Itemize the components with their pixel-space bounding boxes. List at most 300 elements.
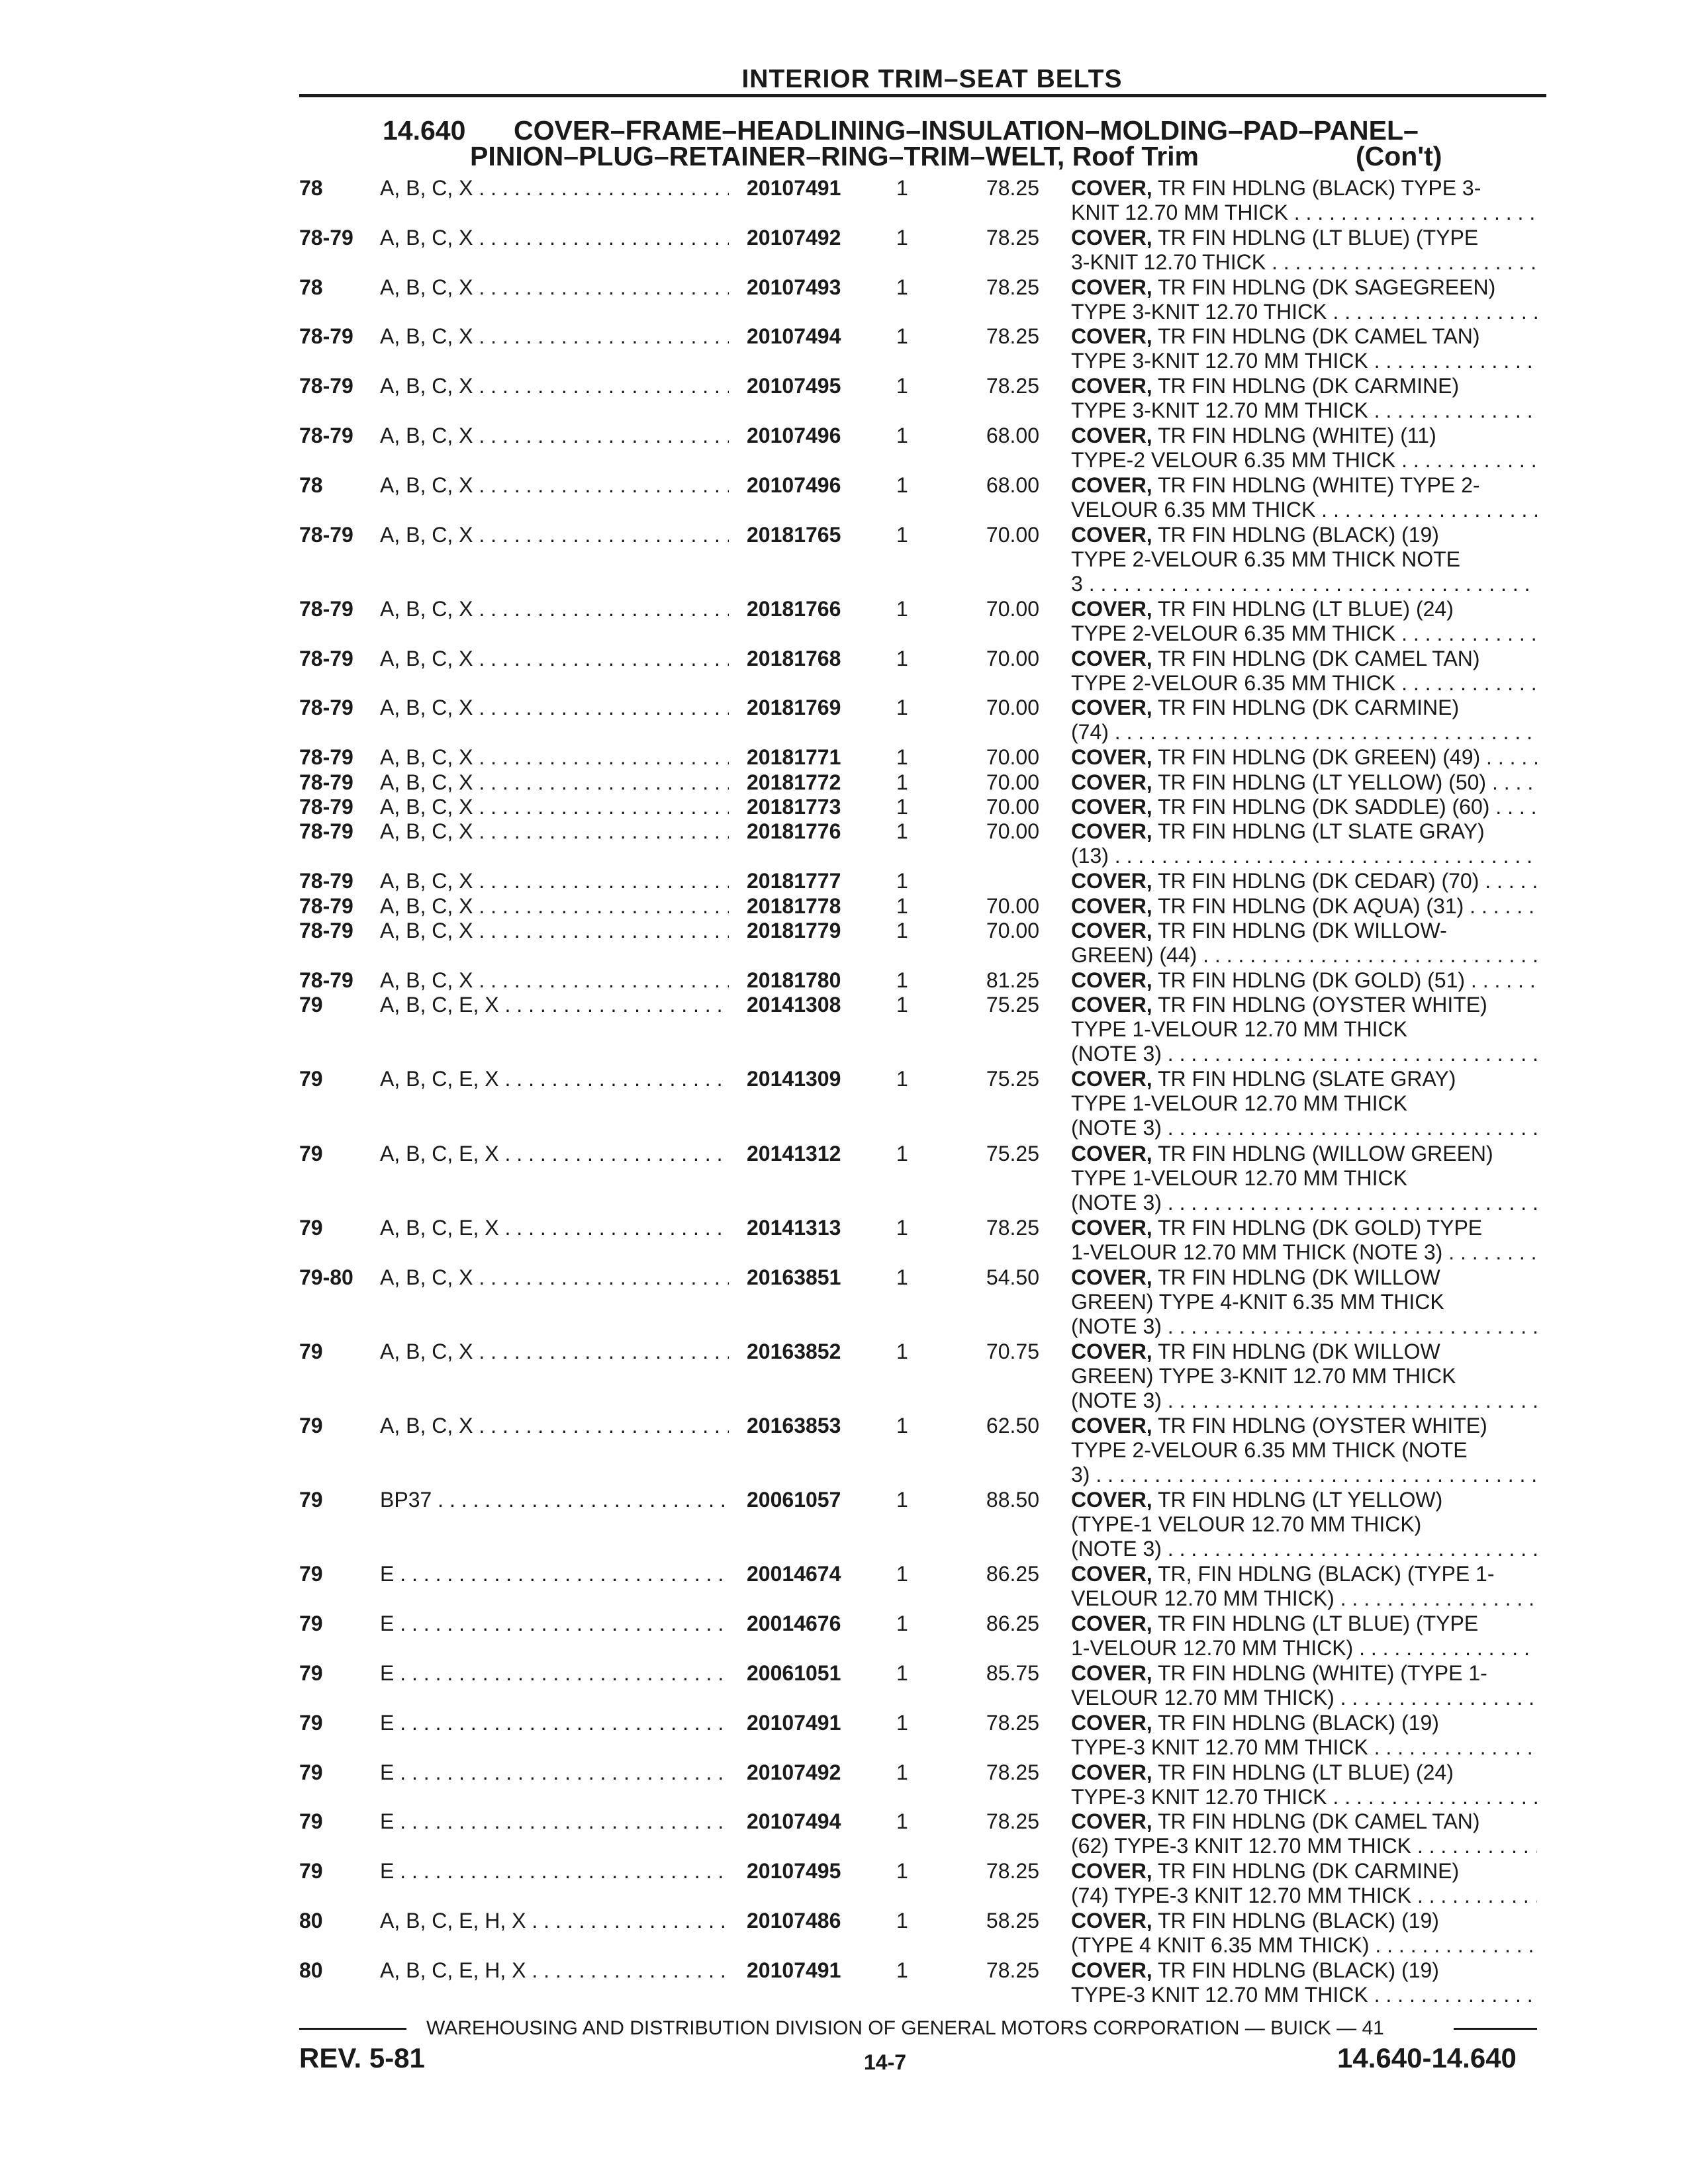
row-description-line: (NOTE 3) . . . <box>1071 1537 1537 1561</box>
row-models: A, B, C, X . . . <box>380 275 729 300</box>
row-price: 58.25 <box>986 1909 1039 1933</box>
row-quantity: 1 <box>896 1562 908 1586</box>
row-models: A, B, C, E, X . . . <box>380 1216 729 1240</box>
row-year: 78-79 <box>299 324 353 348</box>
row-price: 70.00 <box>986 647 1039 670</box>
row-quantity: 1 <box>896 1265 908 1289</box>
row-price: 70.00 <box>986 745 1039 769</box>
row-description-line: COVER, TR FIN HDLNG (LT BLUE) (TYPE <box>1071 1612 1479 1635</box>
row-quantity: 1 <box>896 1661 908 1685</box>
row-part-number: 20107486 <box>743 1909 841 1933</box>
row-price: 78.25 <box>986 226 1039 250</box>
row-year: 78 <box>299 275 323 299</box>
row-description-line: GREEN) (44) . . . <box>1071 943 1537 968</box>
section-title-line1: COVER–FRAME–HEADLINING–INSULATION–MOLDING–PAD–PANEL– <box>514 115 1419 146</box>
row-models: E . . . <box>380 1859 729 1884</box>
row-description <box>1071 1661 1537 1710</box>
row-price: 85.75 <box>986 1661 1039 1685</box>
row-description-line: COVER, TR FIN HDLNG (BLACK) (19) <box>1071 1958 1439 1982</box>
row-quantity: 1 <box>896 745 908 769</box>
row-description <box>1071 696 1537 745</box>
row-description-line: COVER, TR FIN HDLNG (DK CARMINE) <box>1071 1859 1460 1883</box>
row-price: 78.25 <box>986 1859 1039 1883</box>
row-models: A, B, C, X . . . <box>380 523 729 547</box>
row-description-line: (62) TYPE-3 KNIT 12.70 MM THICK . . . <box>1071 1834 1537 1858</box>
row-year: 78-79 <box>299 226 353 250</box>
row-models: A, B, C, X . . . <box>380 176 729 201</box>
row-quantity: 1 <box>896 374 908 398</box>
row-part-number: 20181772 <box>743 770 841 795</box>
row-year: 78-79 <box>299 523 353 547</box>
row-part-number: 20181779 <box>743 919 841 943</box>
row-year: 79-80 <box>299 1265 353 1289</box>
row-description <box>1071 993 1537 1066</box>
row-models: BP37 . . . <box>380 1488 729 1512</box>
row-price: 81.25 <box>986 968 1039 992</box>
row-description-line: COVER, TR FIN HDLNG (DK CAMEL TAN) <box>1071 1809 1480 1833</box>
row-year: 79 <box>299 1809 323 1833</box>
row-quantity: 1 <box>896 226 908 250</box>
row-models: E . . . <box>380 1760 729 1785</box>
row-description-line: COVER, TR FIN HDLNG (DK WILLOW- <box>1071 919 1447 942</box>
row-description-line: COVER, TR FIN HDLNG (DK WILLOW <box>1071 1340 1440 1363</box>
row-description-line: TYPE 2-VELOUR 6.35 MM THICK . . . <box>1071 671 1537 696</box>
row-quantity: 1 <box>896 597 908 621</box>
row-year: 79 <box>299 1067 323 1091</box>
row-description-line: 1-VELOUR 12.70 MM THICK (NOTE 3) . . . <box>1071 1240 1537 1265</box>
row-description <box>1071 869 1537 893</box>
row-description-line: (NOTE 3) . . . <box>1071 1314 1537 1339</box>
row-part-number: 20181778 <box>743 894 841 919</box>
row-description <box>1071 1265 1537 1339</box>
row-part-number: 20107494 <box>743 1809 841 1834</box>
row-price: 88.50 <box>986 1488 1039 1512</box>
row-price: 70.75 <box>986 1340 1039 1363</box>
row-part-number: 20181765 <box>743 523 841 547</box>
row-description-line: GREEN) TYPE 3-KNIT 12.70 MM THICK <box>1071 1364 1456 1388</box>
row-quantity: 1 <box>896 968 908 992</box>
row-description <box>1071 1216 1537 1265</box>
row-description-line: COVER, TR FIN HDLNG (LT YELLOW) <box>1071 1488 1443 1512</box>
row-description-line: (13) . . . <box>1071 844 1537 868</box>
row-year: 79 <box>299 1711 323 1735</box>
row-description-line: COVER, TR FIN HDLNG (BLACK) TYPE 3- <box>1071 176 1481 200</box>
row-quantity: 1 <box>896 1340 908 1363</box>
row-description-line: TYPE-3 KNIT 12.70 THICK . . . <box>1071 1785 1537 1809</box>
row-models: E . . . <box>380 1711 729 1735</box>
row-description-line: (TYPE-1 VELOUR 12.70 MM THICK) <box>1071 1512 1422 1536</box>
row-year: 79 <box>299 1340 323 1363</box>
footer-publisher: WAREHOUSING AND DISTRIBUTION DIVISION OF GENERAL MOTORS CORPORATION — BUICK — 41 <box>426 2017 1384 2039</box>
row-description <box>1071 894 1537 919</box>
row-models: A, B, C, X . . . <box>380 745 729 770</box>
row-models: A, B, C, E, X . . . <box>380 993 729 1017</box>
row-quantity: 1 <box>896 1809 908 1833</box>
row-models: A, B, C, X . . . <box>380 770 729 795</box>
row-models: A, B, C, E, H, X . . . <box>380 1909 729 1933</box>
row-models: A, B, C, X . . . <box>380 919 729 943</box>
row-year: 78-79 <box>299 424 353 447</box>
row-part-number: 20107491 <box>743 1958 841 1983</box>
row-year: 78-79 <box>299 696 353 719</box>
row-year: 78-79 <box>299 968 353 992</box>
row-description-line: COVER, TR FIN HDLNG (BLACK) (19) <box>1071 1711 1439 1735</box>
row-description <box>1071 1760 1537 1809</box>
row-year: 78-79 <box>299 869 353 893</box>
row-description <box>1071 1142 1537 1215</box>
row-year: 79 <box>299 1142 323 1165</box>
row-description-line: VELOUR 12.70 MM THICK) . . . <box>1071 1686 1537 1710</box>
row-quantity: 1 <box>896 1909 908 1933</box>
row-part-number: 20141313 <box>743 1216 841 1240</box>
row-description-line: COVER, TR FIN HDLNG (DK CAMEL TAN) <box>1071 647 1480 670</box>
row-price: 62.50 <box>986 1414 1039 1437</box>
row-description-line: COVER, TR, FIN HDLNG (BLACK) (TYPE 1- <box>1071 1562 1495 1586</box>
row-description <box>1071 176 1537 225</box>
row-part-number: 20181771 <box>743 745 841 770</box>
row-year: 79 <box>299 1562 323 1586</box>
row-description <box>1071 1909 1537 1958</box>
row-description-line: (NOTE 3) . . . <box>1071 1116 1537 1140</box>
row-models: E . . . <box>380 1809 729 1834</box>
row-description-line: TYPE-3 KNIT 12.70 MM THICK . . . <box>1071 1735 1537 1760</box>
row-description-line: COVER, TR FIN HDLNG (DK CARMINE) <box>1071 374 1460 398</box>
row-quantity: 1 <box>896 1958 908 1982</box>
row-price: 78.25 <box>986 1216 1039 1240</box>
row-year: 79 <box>299 1488 323 1512</box>
row-models: A, B, C, X . . . <box>380 1340 729 1364</box>
row-description-line: (NOTE 3) . . . <box>1071 1042 1537 1066</box>
row-models: A, B, C, X . . . <box>380 226 729 250</box>
row-description-line: TYPE 3-KNIT 12.70 THICK . . . <box>1071 300 1537 324</box>
row-description-line: COVER, TR FIN HDLNG (OYSTER WHITE) <box>1071 993 1487 1017</box>
row-description <box>1071 1859 1537 1908</box>
row-models: A, B, C, X . . . <box>380 1265 729 1290</box>
row-description-line: COVER, TR FIN HDLNG (DK CEDAR) (70) . . . <box>1071 869 1537 893</box>
row-part-number: 20141308 <box>743 993 841 1017</box>
row-price: 70.00 <box>986 795 1039 819</box>
row-description-line: COVER, TR FIN HDLNG (BLACK) (19) <box>1071 523 1439 547</box>
row-quantity: 1 <box>896 275 908 299</box>
row-price: 75.25 <box>986 1142 1039 1165</box>
row-models: A, B, C, X . . . <box>380 473 729 498</box>
row-part-number: 20107495 <box>743 374 841 398</box>
row-description-line: TYPE-3 KNIT 12.70 MM THICK . . . <box>1071 1983 1537 2007</box>
row-quantity: 1 <box>896 696 908 719</box>
row-description-line: COVER, TR FIN HDLNG (LT BLUE) (24) <box>1071 1760 1454 1784</box>
row-year: 79 <box>299 1414 323 1437</box>
row-price: 70.00 <box>986 894 1039 918</box>
row-part-number: 20181776 <box>743 819 841 844</box>
row-price: 86.25 <box>986 1562 1039 1586</box>
row-quantity: 1 <box>896 1142 908 1165</box>
row-models: A, B, C, E, H, X . . . <box>380 1958 729 1983</box>
row-description-line: 3 . . . <box>1071 572 1537 596</box>
row-description <box>1071 424 1537 473</box>
row-quantity: 1 <box>896 795 908 819</box>
row-year: 79 <box>299 1216 323 1240</box>
row-description <box>1071 819 1537 868</box>
page-header: INTERIOR TRIM–SEAT BELTS <box>741 65 1123 93</box>
row-price: 54.50 <box>986 1265 1039 1289</box>
row-quantity: 1 <box>896 993 908 1017</box>
row-quantity: 1 <box>896 819 908 843</box>
row-description <box>1071 1612 1537 1661</box>
row-quantity: 1 <box>896 324 908 348</box>
row-part-number: 20181766 <box>743 597 841 621</box>
row-description-line: TYPE 2-VELOUR 6.35 MM THICK . . . <box>1071 621 1537 646</box>
row-part-number: 20163852 <box>743 1340 841 1364</box>
row-part-number: 20107491 <box>743 1711 841 1735</box>
row-quantity: 1 <box>896 176 908 200</box>
row-description-line: COVER, TR FIN HDLNG (LT SLATE GRAY) <box>1071 819 1485 843</box>
row-description <box>1071 1809 1537 1858</box>
row-part-number: 20181773 <box>743 795 841 819</box>
row-description-line: (TYPE 4 KNIT 6.35 MM THICK) . . . <box>1071 1933 1537 1958</box>
row-description-line: COVER, TR FIN HDLNG (WHITE) TYPE 2- <box>1071 473 1480 497</box>
row-description <box>1071 745 1537 770</box>
row-description-line: COVER, TR FIN HDLNG (DK GOLD) TYPE <box>1071 1216 1483 1240</box>
row-year: 78-79 <box>299 770 353 794</box>
row-year: 78-79 <box>299 745 353 769</box>
row-part-number: 20107492 <box>743 226 841 250</box>
row-year: 79 <box>299 1760 323 1784</box>
section-number: 14.640 <box>383 115 466 146</box>
row-year: 78 <box>299 473 323 497</box>
row-quantity: 1 <box>896 647 908 670</box>
row-part-number: 20181777 <box>743 869 841 893</box>
row-description <box>1071 374 1537 423</box>
row-description-line: (74) . . . <box>1071 720 1537 745</box>
row-description-line: COVER, TR FIN HDLNG (DK SAGEGREEN) <box>1071 275 1496 299</box>
row-models: E . . . <box>380 1612 729 1636</box>
row-description-line: COVER, TR FIN HDLNG (LT BLUE) (TYPE <box>1071 226 1479 250</box>
row-description-line: COVER, TR FIN HDLNG (WILLOW GREEN) <box>1071 1142 1493 1165</box>
row-price: 68.00 <box>986 473 1039 497</box>
row-description-line: TYPE 2-VELOUR 6.35 MM THICK NOTE <box>1071 547 1460 571</box>
row-models: A, B, C, X . . . <box>380 647 729 671</box>
row-year: 78 <box>299 176 323 200</box>
row-price: 78.25 <box>986 374 1039 398</box>
row-quantity: 1 <box>896 473 908 497</box>
row-description-line: COVER, TR FIN HDLNG (DK GREEN) (49) . . . <box>1071 745 1537 770</box>
row-models: A, B, C, X . . . <box>380 1414 729 1438</box>
row-year: 78-79 <box>299 597 353 621</box>
row-part-number: 20107496 <box>743 473 841 498</box>
row-models: E . . . <box>380 1661 729 1686</box>
row-models: A, B, C, X . . . <box>380 968 729 993</box>
row-part-number: 20107496 <box>743 424 841 448</box>
row-models: A, B, C, X . . . <box>380 696 729 720</box>
footer-section-range: 14.640-14.640 <box>1337 2042 1517 2073</box>
row-quantity: 1 <box>896 894 908 918</box>
row-description <box>1071 919 1537 968</box>
row-description-line: TYPE-2 VELOUR 6.35 MM THICK . . . <box>1071 448 1537 473</box>
row-price: 70.00 <box>986 696 1039 719</box>
row-description-line: COVER, TR FIN HDLNG (DK AQUA) (31) . . . <box>1071 894 1537 919</box>
row-models: A, B, C, X . . . <box>380 795 729 819</box>
row-quantity: 1 <box>896 424 908 447</box>
row-models: E . . . <box>380 1562 729 1586</box>
row-part-number: 20107491 <box>743 176 841 201</box>
row-models: A, B, C, X . . . <box>380 869 729 893</box>
row-description-line: (NOTE 3) . . . <box>1071 1191 1537 1215</box>
row-description-line: COVER, TR FIN HDLNG (DK CARMINE) <box>1071 696 1460 719</box>
row-description <box>1071 968 1537 993</box>
row-description-line: TYPE 2-VELOUR 6.35 MM THICK (NOTE <box>1071 1438 1468 1462</box>
row-quantity: 1 <box>896 1488 908 1512</box>
row-price: 70.00 <box>986 919 1039 942</box>
row-price: 70.00 <box>986 523 1039 547</box>
row-description <box>1071 1711 1537 1760</box>
row-year: 79 <box>299 1661 323 1685</box>
row-year: 80 <box>299 1958 323 1982</box>
row-year: 78-79 <box>299 819 353 843</box>
row-price: 86.25 <box>986 1612 1039 1635</box>
row-price: 75.25 <box>986 1067 1039 1091</box>
row-description <box>1071 1958 1537 2007</box>
row-quantity: 1 <box>896 1216 908 1240</box>
row-models: A, B, C, X . . . <box>380 819 729 844</box>
row-part-number: 20061051 <box>743 1661 841 1686</box>
row-part-number: 20141309 <box>743 1067 841 1091</box>
row-part-number: 20014676 <box>743 1612 841 1636</box>
row-year: 78-79 <box>299 647 353 670</box>
footer-page-number: 14-7 <box>864 2050 907 2074</box>
row-quantity: 1 <box>896 1414 908 1437</box>
row-description-line: COVER, TR FIN HDLNG (DK SADDLE) (60) . . . <box>1071 795 1537 819</box>
row-price: 70.00 <box>986 819 1039 843</box>
row-price: 78.25 <box>986 176 1039 200</box>
row-description <box>1071 473 1537 522</box>
row-models: A, B, C, X . . . <box>380 374 729 398</box>
row-description-line: TYPE 1-VELOUR 12.70 MM THICK <box>1071 1017 1407 1041</box>
row-year: 79 <box>299 993 323 1017</box>
row-price: 70.00 <box>986 770 1039 794</box>
row-price: 68.00 <box>986 424 1039 447</box>
row-description-line: COVER, TR FIN HDLNG (DK WILLOW <box>1071 1265 1440 1289</box>
row-models: A, B, C, E, X . . . <box>380 1067 729 1091</box>
row-description <box>1071 1562 1537 1611</box>
row-description-line: 3) . . . <box>1071 1463 1537 1487</box>
row-price: 78.25 <box>986 1711 1039 1735</box>
row-description-line: TYPE 3-KNIT 12.70 MM THICK . . . <box>1071 349 1537 373</box>
row-quantity: 1 <box>896 523 908 547</box>
row-year: 78-79 <box>299 795 353 819</box>
row-price: 70.00 <box>986 597 1039 621</box>
row-quantity: 1 <box>896 1859 908 1883</box>
row-price: 78.25 <box>986 1809 1039 1833</box>
row-price: 78.25 <box>986 1958 1039 1982</box>
row-price: 78.25 <box>986 275 1039 299</box>
row-models: A, B, C, X . . . <box>380 894 729 919</box>
row-year: 79 <box>299 1612 323 1635</box>
row-description-line: COVER, TR FIN HDLNG (DK GOLD) (51) . . . <box>1071 968 1537 993</box>
row-description <box>1071 275 1537 324</box>
row-description-line: TYPE 1-VELOUR 12.70 MM THICK <box>1071 1091 1407 1115</box>
footer-revision: REV. 5-81 <box>299 2042 425 2073</box>
row-part-number: 20107492 <box>743 1760 841 1785</box>
row-models: A, B, C, X . . . <box>380 324 729 349</box>
row-description-line: COVER, TR FIN HDLNG (DK CAMEL TAN) <box>1071 324 1480 348</box>
row-description-line: (74) TYPE-3 KNIT 12.70 MM THICK . . . <box>1071 1884 1537 1908</box>
row-description-line: KNIT 12.70 MM THICK . . . <box>1071 201 1537 225</box>
row-description <box>1071 795 1537 819</box>
row-quantity: 1 <box>896 869 908 893</box>
row-year: 78-79 <box>299 894 353 918</box>
row-part-number: 20181780 <box>743 968 841 993</box>
row-description <box>1071 1067 1537 1140</box>
row-price: 78.25 <box>986 324 1039 348</box>
row-quantity: 1 <box>896 770 908 794</box>
row-part-number: 20107493 <box>743 275 841 300</box>
row-description-line: VELOUR 12.70 MM THICK) . . . <box>1071 1586 1537 1611</box>
row-description-line: 3-KNIT 12.70 THICK . . . <box>1071 250 1537 275</box>
row-description-line: COVER, TR FIN HDLNG (BLACK) (19) <box>1071 1909 1439 1933</box>
row-description-line: COVER, TR FIN HDLNG (WHITE) (TYPE 1- <box>1071 1661 1487 1685</box>
row-part-number: 20107495 <box>743 1859 841 1884</box>
row-part-number: 20014674 <box>743 1562 841 1586</box>
row-description-line: GREEN) TYPE 4-KNIT 6.35 MM THICK <box>1071 1290 1444 1314</box>
row-description <box>1071 523 1537 596</box>
row-quantity: 1 <box>896 1612 908 1635</box>
row-quantity: 1 <box>896 919 908 942</box>
row-part-number: 20141312 <box>743 1142 841 1166</box>
row-quantity: 1 <box>896 1067 908 1091</box>
row-description-line: COVER, TR FIN HDLNG (OYSTER WHITE) <box>1071 1414 1487 1437</box>
row-year: 78-79 <box>299 919 353 942</box>
row-description <box>1071 1340 1537 1413</box>
row-price: 75.25 <box>986 993 1039 1017</box>
section-title-line2: PINION–PLUG–RETAINER–RING–TRIM–WELT, Roof Trim <box>470 141 1199 171</box>
row-quantity: 1 <box>896 1760 908 1784</box>
row-models: A, B, C, E, X . . . <box>380 1142 729 1166</box>
row-year: 80 <box>299 1909 323 1933</box>
row-description-line: COVER, TR FIN HDLNG (SLATE GRAY) <box>1071 1067 1456 1091</box>
row-part-number: 20181769 <box>743 696 841 720</box>
row-description <box>1071 647 1537 696</box>
row-description-line: COVER, TR FIN HDLNG (WHITE) (11) <box>1071 424 1436 447</box>
row-part-number: 20163853 <box>743 1414 841 1438</box>
row-description-line: 1-VELOUR 12.70 MM THICK) . . . <box>1071 1636 1537 1661</box>
row-price: 78.25 <box>986 1760 1039 1784</box>
section-continued: (Con't) <box>1356 141 1442 171</box>
row-description-line: COVER, TR FIN HDLNG (LT YELLOW) (50) . . . <box>1071 770 1537 795</box>
row-models: A, B, C, X . . . <box>380 424 729 448</box>
row-year: 79 <box>299 1859 323 1883</box>
row-description <box>1071 597 1537 646</box>
row-description-line: TYPE 3-KNIT 12.70 MM THICK . . . <box>1071 398 1537 423</box>
row-description <box>1071 226 1537 275</box>
row-description-line: COVER, TR FIN HDLNG (LT BLUE) (24) <box>1071 597 1454 621</box>
row-part-number: 20061057 <box>743 1488 841 1512</box>
row-description-line: TYPE 1-VELOUR 12.70 MM THICK <box>1071 1166 1407 1190</box>
row-description <box>1071 324 1537 373</box>
row-description-line: VELOUR 6.35 MM THICK . . . <box>1071 498 1537 522</box>
row-year: 78-79 <box>299 374 353 398</box>
row-description-line: (NOTE 3) . . . <box>1071 1388 1537 1413</box>
row-part-number: 20107494 <box>743 324 841 349</box>
row-description <box>1071 770 1537 795</box>
row-quantity: 1 <box>896 1711 908 1735</box>
row-description <box>1071 1414 1537 1487</box>
row-part-number: 20163851 <box>743 1265 841 1290</box>
row-part-number: 20181768 <box>743 647 841 671</box>
footer-rule-left <box>299 2028 406 2030</box>
row-description <box>1071 1488 1537 1561</box>
row-models: A, B, C, X . . . <box>380 597 729 621</box>
footer-rule-right <box>1454 2028 1537 2030</box>
